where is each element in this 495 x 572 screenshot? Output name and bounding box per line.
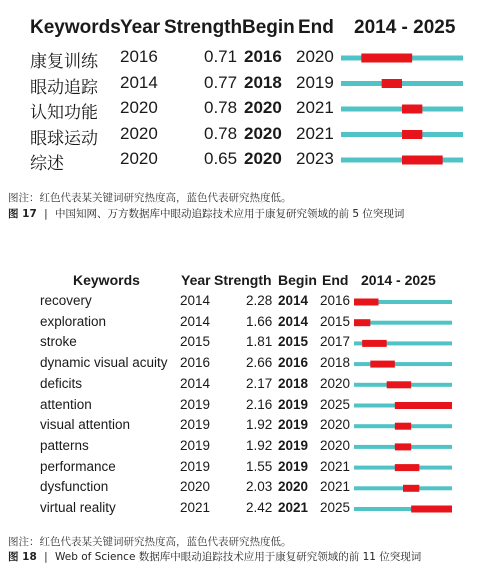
row-year: 2020 bbox=[120, 149, 158, 168]
row-year: 2020 bbox=[180, 479, 211, 495]
row-keyword: deficits bbox=[40, 375, 83, 391]
burst-bar bbox=[411, 506, 452, 513]
row-end: 2015 bbox=[320, 313, 351, 329]
header-range: 2014 - 2025 bbox=[354, 17, 456, 38]
row-strength: 1.81 bbox=[246, 334, 273, 350]
header-year: Year bbox=[120, 17, 161, 38]
row-end: 2018 bbox=[320, 355, 351, 371]
row-keyword: 眼球运动 bbox=[30, 128, 98, 148]
row-strength: 0.78 bbox=[204, 123, 238, 143]
header-end: End bbox=[298, 17, 334, 38]
row-begin: 2020 bbox=[278, 479, 309, 495]
row-end: 2016 bbox=[320, 293, 351, 308]
burst-bar bbox=[354, 319, 370, 326]
row-year: 2019 bbox=[180, 437, 211, 453]
row-strength: 1.55 bbox=[246, 458, 273, 474]
burst-bar bbox=[395, 423, 411, 430]
row-keyword: visual attention bbox=[40, 417, 131, 433]
row-end: 2021 bbox=[320, 458, 351, 474]
row-strength: 2.42 bbox=[246, 500, 273, 515]
row-keyword: 眼动追踪 bbox=[30, 77, 98, 97]
row-keyword: virtual reality bbox=[40, 500, 116, 515]
header-end: End bbox=[322, 272, 349, 288]
row-begin: 2016 bbox=[244, 47, 282, 66]
row-year: 2020 bbox=[120, 98, 158, 117]
row-strength: 0.71 bbox=[204, 47, 238, 66]
row-year: 2019 bbox=[180, 396, 211, 412]
row-begin: 2020 bbox=[244, 149, 282, 168]
header-begin: Begin bbox=[242, 17, 295, 38]
fig18-caption: 图 18 | Web of Science 数据库中眼动追踪技术应用于康复研究领域的前 11 位突现词 bbox=[8, 551, 422, 563]
row-end: 2025 bbox=[320, 500, 351, 515]
row-end: 2020 bbox=[320, 437, 351, 453]
row-begin: 2016 bbox=[278, 355, 309, 371]
row-year: 2016 bbox=[120, 47, 158, 66]
row-end: 2021 bbox=[296, 98, 334, 117]
row-keyword: stroke bbox=[40, 334, 77, 350]
row-keyword: 康复训练 bbox=[30, 52, 98, 71]
row-keyword: exploration bbox=[40, 313, 107, 329]
row-keyword: attention bbox=[40, 396, 92, 412]
fig17-note: 图注：红色代表某关键词研究热度高，蓝色代表研究热度低。 bbox=[8, 192, 292, 204]
row-end: 2020 bbox=[320, 417, 351, 433]
row-keyword: performance bbox=[40, 458, 116, 474]
row-year: 2014 bbox=[120, 72, 158, 92]
row-end: 2020 bbox=[296, 47, 334, 66]
fig18-note: 图注：红色代表某关键词研究热度高，蓝色代表研究热度低。 bbox=[8, 536, 292, 548]
row-keyword: 综述 bbox=[30, 154, 64, 173]
fig17-caption-text: 中国知网、万方数据库中眼动追踪技术应用于康复研究领域的前 5 位突现词 bbox=[55, 208, 405, 220]
row-strength: 2.66 bbox=[246, 355, 273, 371]
fig17-label: 图 17 bbox=[8, 208, 37, 220]
header-strength: Strength bbox=[164, 17, 243, 38]
fig17-caption: 图 17 | 中国知网、万方数据库中眼动追踪技术应用于康复研究领域的前 5 位突现词 bbox=[8, 208, 405, 220]
row-strength: 1.66 bbox=[246, 313, 273, 329]
row-end: 2023 bbox=[296, 149, 334, 168]
burst-bar bbox=[395, 402, 452, 409]
row-strength: 1.92 bbox=[246, 417, 273, 433]
row-year: 2015 bbox=[180, 334, 211, 350]
row-keyword: dysfunction bbox=[40, 479, 109, 495]
burst-bar bbox=[370, 361, 395, 368]
row-end: 2021 bbox=[320, 479, 351, 495]
row-year: 2019 bbox=[180, 417, 211, 433]
header-keywords: Keywords bbox=[30, 17, 121, 38]
row-year: 2014 bbox=[180, 375, 211, 391]
header-year: Year bbox=[181, 272, 211, 288]
header-range: 2014 - 2025 bbox=[361, 272, 436, 288]
row-year: 2016 bbox=[180, 355, 211, 371]
row-strength: 1.92 bbox=[246, 437, 273, 453]
burst-bar bbox=[362, 340, 387, 347]
row-end: 2019 bbox=[296, 72, 334, 92]
fig18-caption-text: Web of Science 数据库中眼动追踪技术应用于康复研究领域的前 11 位突现词 bbox=[55, 551, 422, 563]
row-year: 2020 bbox=[120, 123, 158, 143]
row-begin: 2020 bbox=[244, 98, 282, 117]
row-keyword: dynamic visual acuity bbox=[40, 355, 168, 371]
row-year: 2014 bbox=[180, 313, 211, 329]
row-strength: 2.16 bbox=[246, 396, 273, 412]
row-begin: 2019 bbox=[278, 458, 309, 474]
row-keyword: recovery bbox=[40, 293, 92, 308]
header-strength: Strength bbox=[214, 272, 272, 288]
fig18-label: 图 18 bbox=[8, 551, 37, 563]
row-year: 2019 bbox=[180, 458, 211, 474]
row-year: 2014 bbox=[180, 293, 211, 308]
row-keyword: 认知功能 bbox=[30, 103, 98, 122]
header-begin: Begin bbox=[278, 272, 317, 288]
row-begin: 2019 bbox=[278, 417, 309, 433]
row-begin: 2020 bbox=[244, 123, 282, 143]
row-strength: 0.77 bbox=[204, 72, 238, 92]
row-strength: 2.17 bbox=[246, 375, 273, 391]
row-keyword: patterns bbox=[40, 437, 89, 453]
header-keywords: Keywords bbox=[73, 272, 140, 288]
burst-bar bbox=[387, 381, 412, 388]
row-year: 2021 bbox=[180, 500, 211, 515]
row-end: 2025 bbox=[320, 396, 351, 412]
burst-bar bbox=[395, 443, 411, 450]
row-begin: 2014 bbox=[278, 313, 309, 329]
burst-bar bbox=[395, 464, 420, 471]
row-strength: 0.78 bbox=[204, 98, 238, 117]
row-begin: 2018 bbox=[278, 375, 309, 391]
row-strength: 0.65 bbox=[204, 149, 238, 168]
row-strength: 2.03 bbox=[246, 479, 273, 495]
row-begin: 2021 bbox=[278, 500, 309, 515]
burst-bar bbox=[354, 299, 379, 306]
burst-bar bbox=[403, 485, 419, 492]
row-begin: 2019 bbox=[278, 396, 309, 412]
row-begin: 2018 bbox=[244, 72, 282, 92]
row-begin: 2015 bbox=[278, 334, 309, 350]
row-end: 2017 bbox=[320, 334, 351, 350]
row-strength: 2.28 bbox=[246, 293, 273, 308]
row-end: 2020 bbox=[320, 375, 351, 391]
row-begin: 2014 bbox=[278, 293, 309, 308]
row-begin: 2019 bbox=[278, 437, 309, 453]
baseline-bar bbox=[354, 362, 452, 366]
row-end: 2021 bbox=[296, 123, 334, 143]
